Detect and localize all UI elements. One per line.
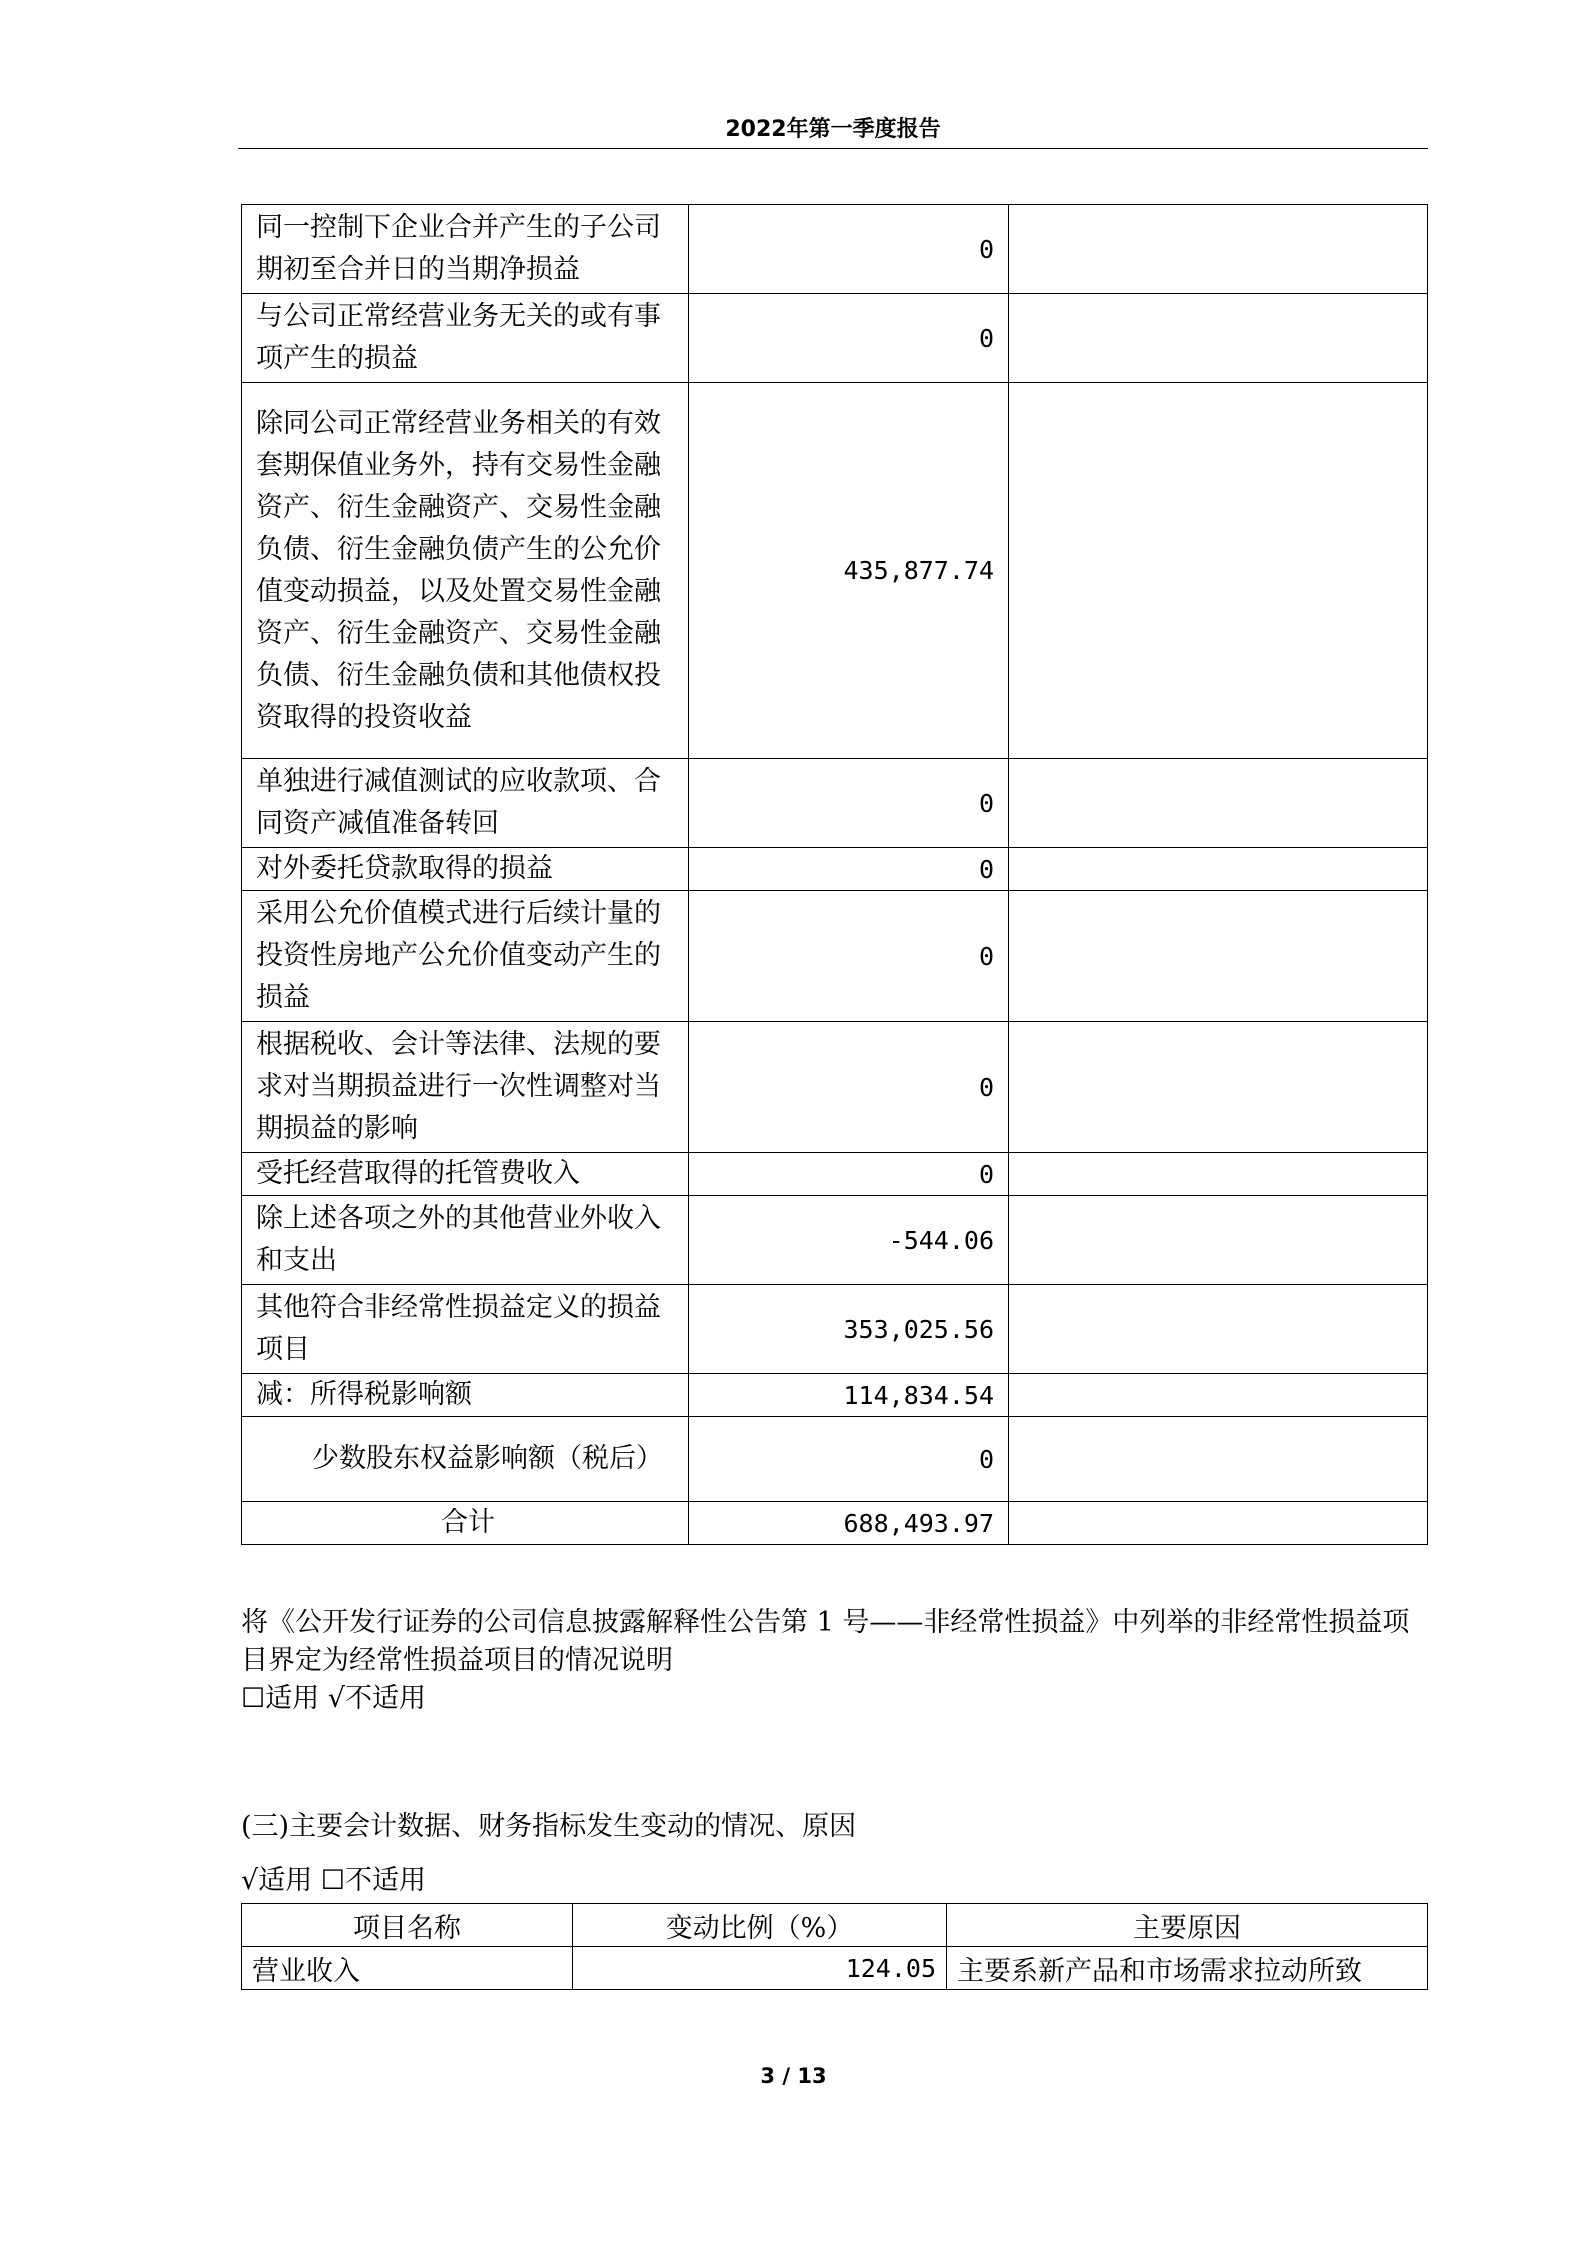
item-label: 根据税收、会计等法律、法规的要求对当期损益进行一次性调整对当期损益的影响 <box>242 1022 689 1153</box>
item-remark <box>1009 1374 1428 1417</box>
item-value: 0 <box>689 1153 1009 1196</box>
item-remark <box>1009 383 1428 759</box>
change-ratio: 124.05 <box>573 1947 947 1990</box>
header-rule <box>238 148 1428 149</box>
item-remark <box>1009 759 1428 848</box>
table-row <box>242 383 1428 759</box>
item-value: 114,834.54 <box>689 1374 1009 1417</box>
item-value: -544.06 <box>689 1196 1009 1285</box>
item-remark <box>1009 205 1428 294</box>
item-value: 0 <box>689 294 1009 383</box>
item-label: 除同公司正常经营业务相关的有效套期保值业务外，持有交易性金融资产、衍生金融资产、交易性金融负债、衍生金融负债产生的公允价值变动损益，以及处置交易性金融资产、衍生金融资产、交易性金融负债、衍生金融负债和其他债权投资取得的投资收益 <box>242 383 689 759</box>
page-header-title: 2022年第一季度报告 <box>725 117 941 142</box>
item-label: 除上述各项之外的其他营业外收入和支出 <box>242 1196 689 1285</box>
item-label: 其他符合非经常性损益定义的损益项目 <box>242 1285 689 1374</box>
total-value: 688,493.97 <box>689 1502 1009 1545</box>
main-reason: 主要系新产品和市场需求拉动所致 <box>947 1947 1428 1990</box>
item-value: 0 <box>689 205 1009 294</box>
table-row <box>242 1417 1428 1502</box>
table-row <box>242 759 1428 848</box>
item-remark <box>1009 1196 1428 1285</box>
note-text: 将《公开发行证券的公司信息披露解释性公告第 1 号——非经常性损益》中列举的非经常性损益项目界定为经常性损益项目的情况说明 <box>241 1607 1410 1676</box>
item-remark <box>1009 848 1428 891</box>
table-row <box>242 1947 1428 1990</box>
note-options: ☐适用 √不适用 <box>241 1683 426 1714</box>
item-label: 减：所得税影响额 <box>242 1374 689 1417</box>
table-row <box>242 205 1428 294</box>
table-row <box>242 294 1428 383</box>
table-header-row <box>242 1904 1428 1947</box>
item-label: 受托经营取得的托管费收入 <box>242 1153 689 1196</box>
item-remark <box>1009 1022 1428 1153</box>
item-value: 0 <box>689 891 1009 1022</box>
total-label: 合计 <box>242 1502 689 1545</box>
table-row <box>242 848 1428 891</box>
item-label: 采用公允价值模式进行后续计量的投资性房地产公允价值变动产生的损益 <box>242 891 689 1022</box>
item-remark <box>1009 1417 1428 1502</box>
item-value: 0 <box>689 1417 1009 1502</box>
table-row-total <box>242 1502 1428 1545</box>
item-value: 0 <box>689 1022 1009 1153</box>
table-row <box>242 1374 1428 1417</box>
item-label: 少数股东权益影响额（税后） <box>242 1417 689 1502</box>
item-label: 与公司正常经营业务无关的或有事项产生的损益 <box>242 294 689 383</box>
item-label: 单独进行减值测试的应收款项、合同资产减值准备转回 <box>242 759 689 848</box>
non-recurring-items-table <box>241 204 1428 1545</box>
item-name: 营业收入 <box>242 1947 573 1990</box>
column-header: 变动比例（%） <box>573 1904 947 1947</box>
item-value: 353,025.56 <box>689 1285 1009 1374</box>
table-row <box>242 1196 1428 1285</box>
section3-options: √适用 ☐不适用 <box>241 1865 426 1896</box>
column-header: 主要原因 <box>947 1904 1428 1947</box>
item-remark <box>1009 1153 1428 1196</box>
table-row <box>242 1153 1428 1196</box>
section3-heading: (三)主要会计数据、财务指标发生变动的情况、原因 <box>241 1811 857 1842</box>
table-row <box>242 1285 1428 1374</box>
item-remark <box>1009 891 1428 1022</box>
item-label: 对外委托贷款取得的损益 <box>242 848 689 891</box>
item-label: 同一控制下企业合并产生的子公司期初至合并日的当期净损益 <box>242 205 689 294</box>
page-number: 3 / 13 <box>760 2064 827 2088</box>
table-row <box>242 1022 1428 1153</box>
item-value: 0 <box>689 759 1009 848</box>
change-reasons-table <box>241 1903 1428 1990</box>
item-value: 435,877.74 <box>689 383 1009 759</box>
total-remark <box>1009 1502 1428 1545</box>
item-remark <box>1009 294 1428 383</box>
item-value: 0 <box>689 848 1009 891</box>
column-header: 项目名称 <box>242 1904 573 1947</box>
item-remark <box>1009 1285 1428 1374</box>
table-row <box>242 891 1428 1022</box>
